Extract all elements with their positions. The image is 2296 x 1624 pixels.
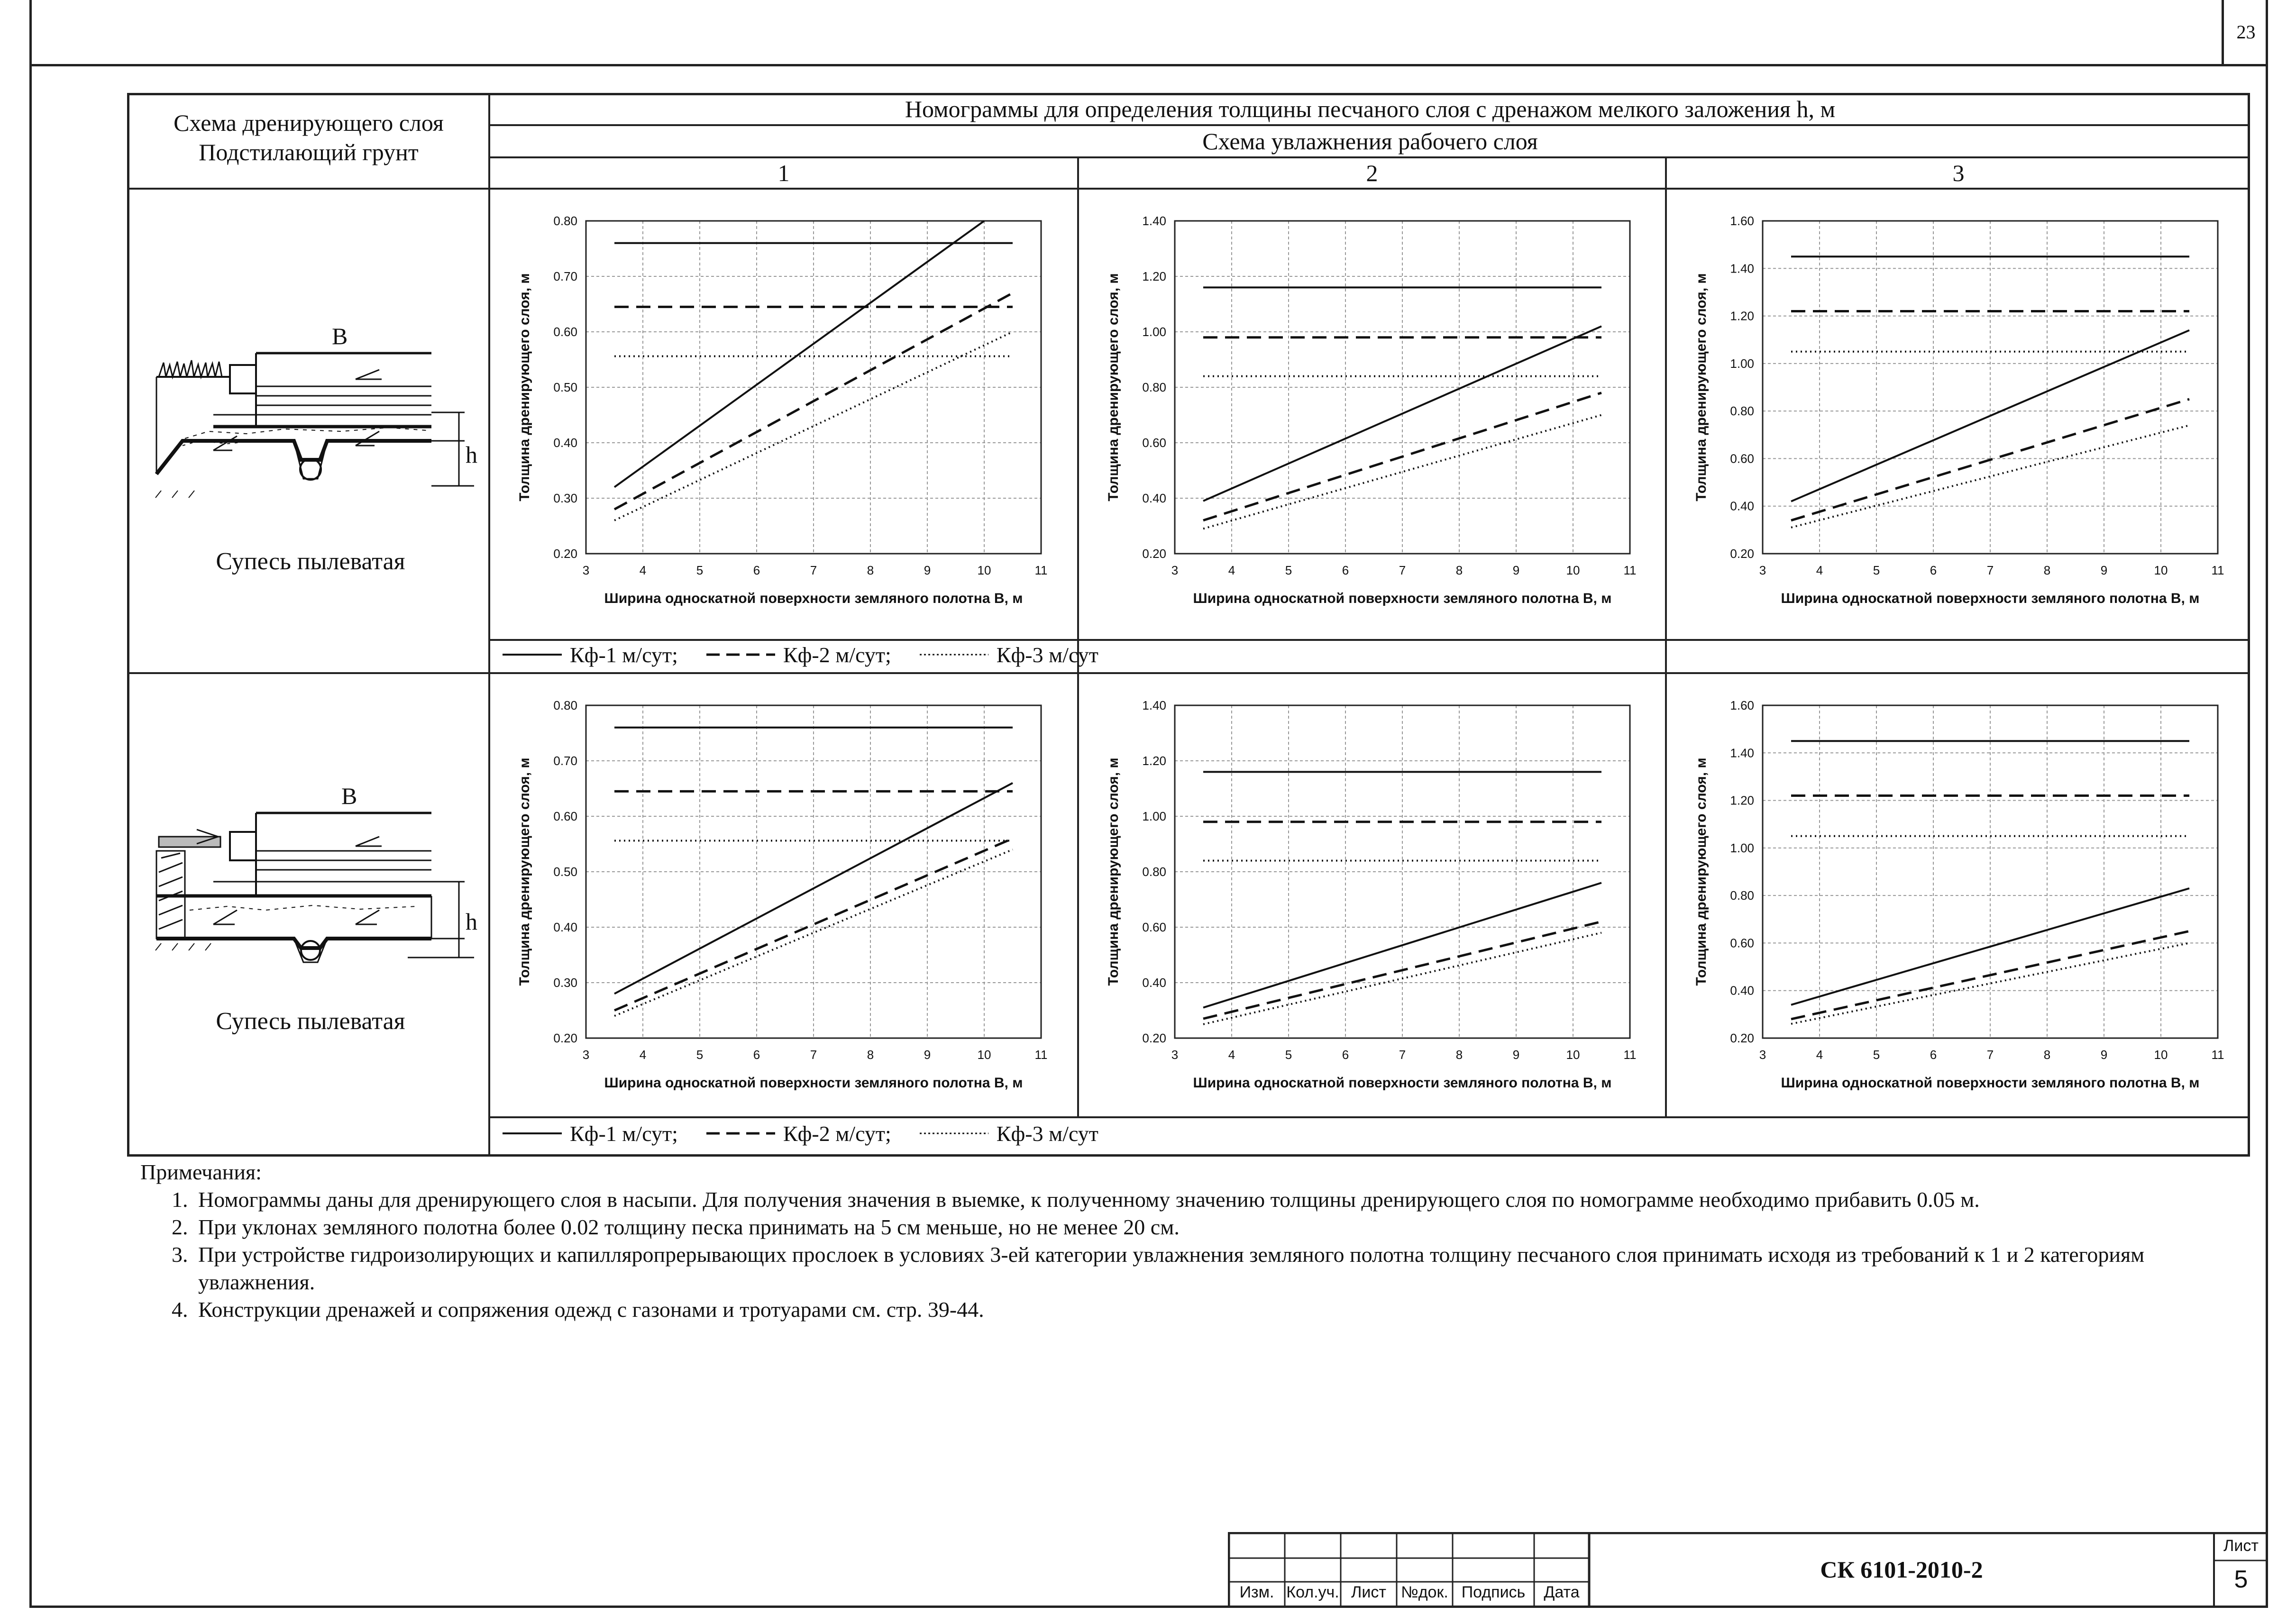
x-tick-label: 11 <box>2211 563 2224 577</box>
x-tick-label: 3 <box>582 1048 590 1062</box>
x-tick-label: 4 <box>639 563 647 577</box>
nomogram-chart <box>1080 675 1664 1122</box>
y-tick-label: 1.60 <box>1730 698 1754 712</box>
x-axis-label: Ширина односкатной поверхности земляного полотна B, м <box>1193 591 1612 606</box>
y-tick-label: 0.40 <box>1142 976 1166 990</box>
y-tick-label: 0.40 <box>1730 499 1754 513</box>
y-tick-label: 0.50 <box>553 865 577 879</box>
y-tick-label: 1.60 <box>1730 214 1754 228</box>
notes-heading: Примечания: <box>140 1160 262 1184</box>
y-tick-label: 1.20 <box>1142 269 1166 283</box>
title-block <box>1228 1532 2268 1608</box>
x-axis-label: Ширина односкатной поверхности земляного полотна B, м <box>604 591 1023 606</box>
x-tick-label: 11 <box>1034 563 1048 577</box>
legend-label-kf2: Кф-2 м/сут; <box>783 1121 891 1146</box>
x-tick-label: 11 <box>2211 1048 2224 1062</box>
series-line-dashed <box>1791 931 2189 1019</box>
chart-svg <box>1080 191 1664 638</box>
x-tick-label: 9 <box>2100 563 2108 577</box>
x-tick-label: 5 <box>1285 563 1292 577</box>
series-line-dashed <box>1791 399 2189 520</box>
left-header-line1: Схема дренирующего слоя <box>174 109 444 136</box>
nomogram-chart <box>1080 191 1664 638</box>
main-title: Номограммы для определения толщины песчаного слоя с дренажом мелкого заложения h, м <box>905 96 1836 122</box>
divider-header-bottom <box>127 188 2250 190</box>
legend-label-kf1: Кф-1 м/сут; <box>570 1121 678 1146</box>
x-tick-label: 3 <box>1759 563 1766 577</box>
x-tick-label: 3 <box>582 563 590 577</box>
divider-col-3 <box>1665 156 1667 1116</box>
stamp-col-ndok: №док. <box>1401 1583 1448 1601</box>
x-tick-label: 5 <box>696 563 704 577</box>
series-line-solid <box>1791 330 2189 502</box>
y-axis-label: Толщина дренирующего слоя, м <box>517 273 532 502</box>
y-axis-label: Толщина дренирующего слоя, м <box>517 757 532 986</box>
x-tick-label: 10 <box>977 563 991 577</box>
x-tick-label: 8 <box>867 1048 874 1062</box>
series-line-solid <box>614 221 984 487</box>
y-tick-label: 1.20 <box>1730 793 1754 808</box>
series-line-dashed <box>1203 393 1601 520</box>
x-tick-label: 7 <box>1399 563 1406 577</box>
sheet-value: 5 <box>2234 1566 2248 1593</box>
y-tick-label: 0.80 <box>1730 404 1754 419</box>
y-tick-label: 0.60 <box>1730 936 1754 950</box>
chart-svg <box>491 191 1075 638</box>
x-tick-label: 7 <box>810 563 817 577</box>
drainage-scheme-diagram <box>142 303 484 521</box>
divider-col-2 <box>1077 156 1079 1116</box>
x-tick-label: 10 <box>2154 1048 2168 1062</box>
y-tick-label: 0.80 <box>553 214 577 228</box>
x-tick-label: 6 <box>753 563 760 577</box>
x-tick-label: 8 <box>2043 1048 2051 1062</box>
y-tick-label: 0.70 <box>553 754 577 768</box>
x-tick-label: 6 <box>1342 563 1349 577</box>
legend-label-kf3: Кф-3 м/сут <box>996 642 1098 667</box>
x-tick-label: 11 <box>1034 1048 1048 1062</box>
y-tick-label: 0.30 <box>553 976 577 990</box>
y-tick-label: 0.60 <box>553 325 577 339</box>
x-tick-label: 4 <box>1228 1048 1235 1062</box>
x-tick-label: 11 <box>1623 1048 1637 1062</box>
y-tick-label: 0.60 <box>1142 920 1166 934</box>
doc-code: СК 6101-2010-2 <box>1820 1556 1983 1583</box>
x-tick-label: 7 <box>1399 1048 1406 1062</box>
x-tick-label: 3 <box>1171 1048 1179 1062</box>
y-tick-label: 0.20 <box>1730 547 1754 561</box>
scheme-label-B-2: B <box>341 783 357 809</box>
x-tick-label: 9 <box>924 563 931 577</box>
x-tick-label: 4 <box>1228 563 1235 577</box>
y-tick-label: 0.80 <box>1142 380 1166 394</box>
x-axis-label: Ширина односкатной поверхности земляного полотна B, м <box>1781 591 2200 606</box>
x-axis-label: Ширина односкатной поверхности земляного полотна B, м <box>604 1075 1023 1091</box>
x-tick-label: 9 <box>1512 1048 1520 1062</box>
chart-svg <box>1080 675 1664 1122</box>
y-tick-label: 0.50 <box>553 380 577 394</box>
y-tick-label: 0.20 <box>1730 1031 1754 1045</box>
x-tick-label: 5 <box>1285 1048 1292 1062</box>
y-tick-label: 1.40 <box>1730 261 1754 276</box>
y-tick-label: 0.80 <box>1142 865 1166 879</box>
scheme-label-h-2: h <box>466 908 477 935</box>
note-text: Номограммы даны для дренирующего слоя в насыпи. Для получения значения в выемке, к полученному значению толщины дренирующего слоя по номограмме необходимо прибавить 0.05 м. <box>198 1187 1980 1212</box>
scheme-label-B: B <box>332 323 348 349</box>
note-text: При устройстве гидроизолирующих и капилляропрерывающих прослоек в условиях 3-ей категории увлажнения земляного полотна толщину песчаного слоя принимать исходя из требований к 1 и 2 категориям увлажнения. <box>198 1242 2145 1294</box>
stamp-col-izm: Изм. <box>1239 1583 1274 1601</box>
divider-left-col <box>488 93 490 1157</box>
nomogram-chart <box>491 675 1075 1122</box>
y-tick-label: 0.40 <box>553 920 577 934</box>
y-tick-label: 0.70 <box>553 269 577 283</box>
x-tick-label: 10 <box>2154 563 2168 577</box>
x-tick-label: 4 <box>639 1048 647 1062</box>
legend-label-kf2: Кф-2 м/сут; <box>783 642 891 667</box>
legend-label-kf3: Кф-3 м/сут <box>996 1121 1098 1146</box>
note-text: При уклонах земляного полотна более 0.02 толщину песка принимать на 5 см меньше, но не менее 20 см. <box>198 1215 1180 1239</box>
y-tick-label: 0.80 <box>1730 888 1754 903</box>
column-header-1: 1 <box>778 160 790 186</box>
nomogram-chart <box>491 191 1075 638</box>
stamp-col-koluch: Кол.уч. <box>1286 1583 1339 1601</box>
x-tick-label: 10 <box>1566 563 1580 577</box>
x-tick-label: 6 <box>1342 1048 1349 1062</box>
legend-solid-swatch <box>503 1129 564 1138</box>
x-tick-label: 7 <box>1986 1048 1994 1062</box>
y-tick-label: 1.40 <box>1730 746 1754 760</box>
x-tick-label: 8 <box>1455 1048 1463 1062</box>
drainage-scheme-diagram-cut <box>142 768 484 986</box>
x-axis-label: Ширина односкатной поверхности земляного полотна B, м <box>1781 1075 2200 1091</box>
y-tick-label: 0.60 <box>553 809 577 823</box>
y-tick-label: 1.00 <box>1142 325 1166 339</box>
sheet-label: Лист <box>2223 1537 2259 1555</box>
y-tick-label: 0.30 <box>553 491 577 505</box>
chart-svg <box>1668 675 2252 1122</box>
notes <box>140 1159 2245 1323</box>
column-header-3: 3 <box>1952 160 1965 186</box>
x-tick-label: 4 <box>1816 563 1823 577</box>
legend-dotted-swatch <box>920 1129 991 1138</box>
nomogram-chart <box>1668 191 2252 638</box>
x-tick-label: 5 <box>1873 1048 1880 1062</box>
column-header-2: 2 <box>1366 160 1378 186</box>
y-axis-label: Толщина дренирующего слоя, м <box>1106 757 1121 986</box>
note-item: 2. При уклонах земляного полотна более 0.02 толщину песка принимать на 5 см меньше, но не менее 20 см. <box>172 1215 1180 1239</box>
note-item: 1. Номограммы даны для дренирующего слоя в насыпи. Для получения значения в выемке, к полученному значению толщины дренирующего слоя по номограмме необходимо прибавить 0.05 м. <box>172 1187 1980 1212</box>
x-tick-label: 9 <box>924 1048 931 1062</box>
divider-row-1-bottom <box>127 672 2250 674</box>
stamp-col-list: Лист <box>1351 1583 1386 1601</box>
nomogram-chart <box>1668 675 2252 1122</box>
stamp-col-data: Дата <box>1544 1583 1580 1601</box>
x-tick-label: 10 <box>977 1048 991 1062</box>
y-tick-label: 0.40 <box>553 436 577 450</box>
legend-label-kf1: Кф-1 м/сут; <box>570 642 678 667</box>
y-tick-label: 0.60 <box>1142 436 1166 450</box>
y-tick-label: 1.00 <box>1142 809 1166 823</box>
x-tick-label: 9 <box>1512 563 1520 577</box>
legend-dashed-swatch <box>706 650 778 659</box>
soil-label-row-2: Супесь пылеватая <box>216 1008 405 1035</box>
legend-dashed-swatch <box>706 1129 778 1138</box>
y-tick-label: 0.80 <box>553 698 577 712</box>
x-tick-label: 5 <box>696 1048 704 1062</box>
chart-svg <box>1668 191 2252 638</box>
x-tick-label: 6 <box>753 1048 760 1062</box>
y-tick-label: 0.20 <box>553 547 577 561</box>
y-tick-label: 1.00 <box>1730 356 1754 371</box>
note-text: Конструкции дренажей и сопряжения одежд с газонами и тротуарами см. стр. 39-44. <box>198 1297 984 1322</box>
legend-row-2 <box>503 1119 1098 1148</box>
y-tick-label: 0.20 <box>1142 547 1166 561</box>
y-tick-label: 1.20 <box>1730 309 1754 323</box>
x-tick-label: 8 <box>2043 563 2051 577</box>
x-tick-label: 3 <box>1759 1048 1766 1062</box>
y-tick-label: 1.40 <box>1142 214 1166 228</box>
x-tick-label: 6 <box>1930 563 1937 577</box>
x-tick-label: 8 <box>867 563 874 577</box>
x-tick-label: 3 <box>1171 563 1179 577</box>
x-tick-label: 9 <box>2100 1048 2108 1062</box>
y-tick-label: 1.00 <box>1730 840 1754 855</box>
note-item: 3. При устройстве гидроизолирующих и капилляропрерывающих прослоек в условиях 3-ей категории увлажнения земляного полотна толщину песчаного слоя принимать исходя из требований к 1 и 2 категориям увлажнения. <box>172 1242 2145 1294</box>
note-item: 4. Конструкции дренажей и сопряжения одежд с газонами и тротуарами см. стр. 39-44. <box>172 1297 984 1322</box>
y-tick-label: 0.60 <box>1730 451 1754 466</box>
page-top-rule <box>29 64 2268 66</box>
chart-svg <box>491 675 1075 1122</box>
x-tick-label: 11 <box>1623 563 1637 577</box>
y-axis-label: Толщина дренирующего слоя, м <box>1693 273 1709 502</box>
left-header <box>129 108 488 167</box>
x-tick-label: 7 <box>1986 563 1994 577</box>
x-tick-label: 6 <box>1930 1048 1937 1062</box>
y-axis-label: Толщина дренирующего слоя, м <box>1106 273 1121 502</box>
legend-row-1 <box>503 640 1098 669</box>
x-tick-label: 5 <box>1873 563 1880 577</box>
y-tick-label: 0.40 <box>1730 983 1754 998</box>
subtitle: Схема увлажнения рабочего слоя <box>1202 128 1538 155</box>
legend-solid-swatch <box>503 650 564 659</box>
y-tick-label: 1.40 <box>1142 698 1166 712</box>
x-tick-label: 7 <box>810 1048 817 1062</box>
y-tick-label: 0.20 <box>1142 1031 1166 1045</box>
y-axis-label: Толщина дренирующего слоя, м <box>1693 757 1709 986</box>
legend-dotted-swatch <box>920 650 991 659</box>
y-tick-label: 1.20 <box>1142 754 1166 768</box>
stamp-col-podpis: Подпись <box>1461 1583 1526 1601</box>
y-tick-label: 0.20 <box>553 1031 577 1045</box>
x-tick-label: 4 <box>1816 1048 1823 1062</box>
left-header-line2: Подстилающий грунт <box>199 139 419 165</box>
y-tick-label: 0.40 <box>1142 491 1166 505</box>
x-tick-label: 8 <box>1455 563 1463 577</box>
soil-label-row-1: Супесь пылеватая <box>216 548 405 575</box>
sheet-number: 23 <box>2222 0 2268 64</box>
x-tick-label: 10 <box>1566 1048 1580 1062</box>
drainage-scheme-row-1 <box>142 303 484 521</box>
x-axis-label: Ширина односкатной поверхности земляного полотна B, м <box>1193 1075 1612 1091</box>
scheme-label-h: h <box>466 441 477 468</box>
drainage-scheme-row-2 <box>142 768 484 986</box>
